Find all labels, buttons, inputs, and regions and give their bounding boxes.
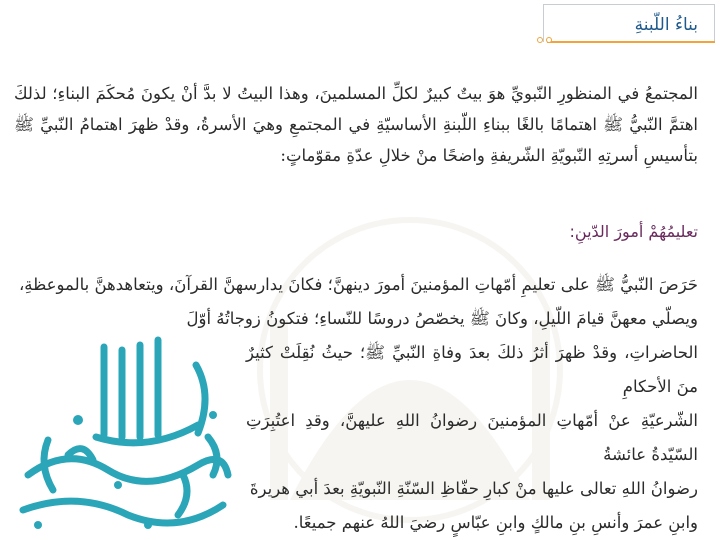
title-dots xyxy=(537,37,552,43)
ornament-dot xyxy=(537,37,543,43)
paragraph-line: رضوانُ اللهِ تعالى عليها منْ كبارِ حفّاظِ السّنّةِ النّبويّةِ بعدَ أبي هريرةَ xyxy=(249,479,698,498)
ornament-dot xyxy=(546,37,552,43)
paragraph-line: حَرَصَ النّبيُّ ﷺ على تعليمِ أمّهاتِ المؤمنينَ أمورَ دينهنَّ؛ فكانَ يدارسهنَّ القرآنَ، ويتعاهدهنَّ بالموعظةِ، xyxy=(18,275,698,294)
salawat-calligraphy-icon xyxy=(8,325,236,535)
section-heading: تعليمُهُمْ أمورَ الدّينِ: xyxy=(569,222,698,241)
intro-paragraph: المجتمعُ في المنظورِ النّبويِّ هوَ بيتٌ كبيرٌ لكلِّ المسلمينَ، وهذا البيتُ لا بدَّ أنْ يكونَ مُحكَمَ البناءِ؛ لذلكَ اهتمَّ النّبيُّ ﷺ اهتمامًا بالغًا ببناءِ اللّبنةِ الأساسيّةِ في المجتمعِ وهيَ الأسرةُ، وقدْ ظهرَ اهتمامُ النّبيِّ ﷺ بتأسيسِ أسرتِهِ النّبويّةِ الشّريفةِ واضحًا منْ خلالِ عدّةِ مقوّماتٍ: xyxy=(14,84,698,165)
paragraph-line: الحاضراتِ، وقدْ ظهرَ أثرُ ذلكَ بعدَ وفاةِ النّبيِّ ﷺ؛ حيثُ نُقِلَتْ كثيرٌ منَ الأحكامِ xyxy=(246,343,698,396)
lesson-title-box xyxy=(543,4,715,42)
lesson-title: بناءُ اللّبنةِ xyxy=(634,15,698,35)
title-underline xyxy=(547,41,715,43)
paragraph-line: وابنِ عمرَ وأنسِ بنِ مالكٍ وابنِ عبّاسٍ رضيَ اللهُ عنهم جميعًا. xyxy=(293,513,698,532)
paragraph-line: الشّرعيّةِ عنْ أمّهاتِ المؤمنينَ رضوانُ اللهِ عليهنَّ، وقدِ اعتُبِرَتِ السّيّدةُ عائشةُ xyxy=(246,411,698,464)
paragraph-line: ويصلّي معهنَّ قيامَ اللّيلِ، وكانَ ﷺ يخصّصُ دروسًا للنّساءِ؛ فتكونُ زوجاتُهُ أوّلَ xyxy=(186,309,698,328)
